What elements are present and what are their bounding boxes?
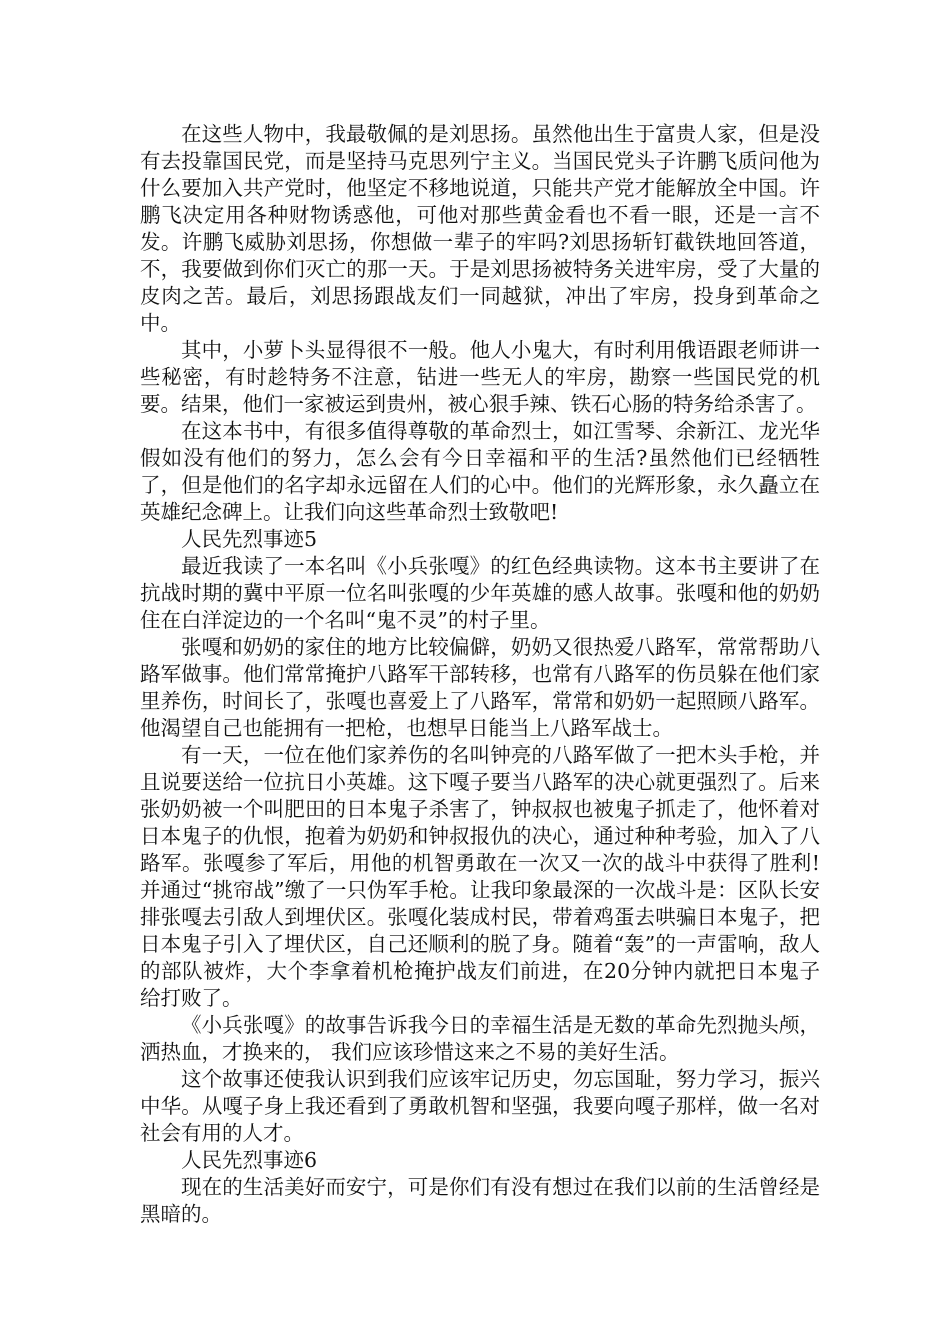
paragraph-battle-story: 有一天，一位在他们家养伤的名叫钟亮的八路军做了一把木头手枪，并且说要送给一位抗日小英雄。这下嘎子要当八路军的决心就更强烈了。后来张奶奶被一个叫肥田的日本鬼子杀害了，钟叔叔也被鬼子抓走了，他怀着对日本鬼子的仇恨，抱着为奶奶和钟叔报仇的决心，通过种种考验，加入了八路军。张嘎参了军后，用他的机智勇敢在一次又一次的战斗中获得了胜利!并通过“挑帘战”缴了一只伪军手枪。让我印象最深的一次战斗是：区队长安排张嘎去引敌人到埋伏区。张嘎化装成村民，带着鸡蛋去哄骗日本鬼子，把日本鬼子引入了埋伏区，自己还顺利的脱了身。随着“轰”的一声雷响，敌人的部队被炸，大个李拿着机枪掩护战友们前进，在20分钟内就把日本鬼子给打败了。 xyxy=(140,743,820,1010)
section-heading-6: 人民先烈事迹6 xyxy=(181,1148,318,1172)
paragraph-present-life: 现在的生活美好而安宁，可是你们有没有想过在我们以前的生活曾经是黑暗的。 xyxy=(140,1175,820,1226)
paragraph-liu-siyang: 在这些人物中，我最敬佩的是刘思扬。虽然他出生于富贵人家，但是没有去投靠国民党，而是坚持马克思列宁主义。当国民党头子许鹏飞质问他为什么要加入共产党时，他坚定不移地说道，只能共产党才能解放全中国。许鹏飞决定用各种财物诱惑他，可他对那些黄金看也不看一眼，还是一言不发。许鹏飞威胁刘思扬，你想做一辈子的牢吗?刘思扬斩钉截铁地回答道，不，我要做到你们灭亡的那一天。于是刘思扬被特务关进牢房，受了大量的皮肉之苦。最后，刘思扬跟战友们一同越狱，冲出了牢房，投身到革命之中。 xyxy=(140,122,820,335)
paragraph-lesson: 《小兵张嘎》的故事告诉我今日的幸福生活是无数的革命先烈抛头颅，洒热血，才换来的， 我们应该珍惜这来之不易的美好生活。 xyxy=(140,1013,820,1064)
section-heading-5: 人民先烈事迹5 xyxy=(181,527,318,551)
document-body xyxy=(140,121,820,1228)
paragraph-zhang-ga-home: 张嘎和奶奶的家住的地方比较偏僻，奶奶又很热爱八路军，常常帮助八路军做事。他们常常掩护八路军干部转移，也常有八路军的伤员躲在他们家里养伤，时间长了，张嘎也喜爱上了八路军，常常和奶奶一起照顾八路军。他渴望自己也能拥有一把枪，也想早日能当上八路军战士。 xyxy=(140,635,820,740)
paragraph-xiao-luobotou: 其中，小萝卜头显得很不一般。他人小鬼大，有时利用俄语跟老师讲一些秘密，有时趁特务不注意，钻进一些无人的牢房，勘察一些国民党的机要。结果，他们一家被运到贵州，被心狠手辣、铁石心肠的特务给杀害了。 xyxy=(140,338,820,416)
paragraph-book-intro: 最近我读了一本名叫《小兵张嘎》的红色经典读物。这本书主要讲了在抗战时期的冀中平原一位名叫张嘎的少年英雄的感人故事。张嘎和他的奶奶住在白洋淀边的一个名叫“鬼不灵”的村子里。 xyxy=(140,554,820,632)
paragraph-remember-history: 这个故事还使我认识到我们应该牢记历史，勿忘国耻，努力学习，振兴中华。从嘎子身上我还看到了勇敢机智和坚强，我要向嘎子那样，做一名对社会有用的人才。 xyxy=(140,1067,820,1145)
paragraph-martyrs-tribute: 在这本书中，有很多值得尊敬的革命烈士，如江雪琴、余新江、龙光华假如没有他们的努力，怎么会有今日幸福和平的生活?虽然他们已经牺牲了，但是他们的名字却永远留在人们的心中。他们的光辉形象，永久矗立在英雄纪念碑上。让我们向这些革命烈士致敬吧! xyxy=(140,419,820,524)
